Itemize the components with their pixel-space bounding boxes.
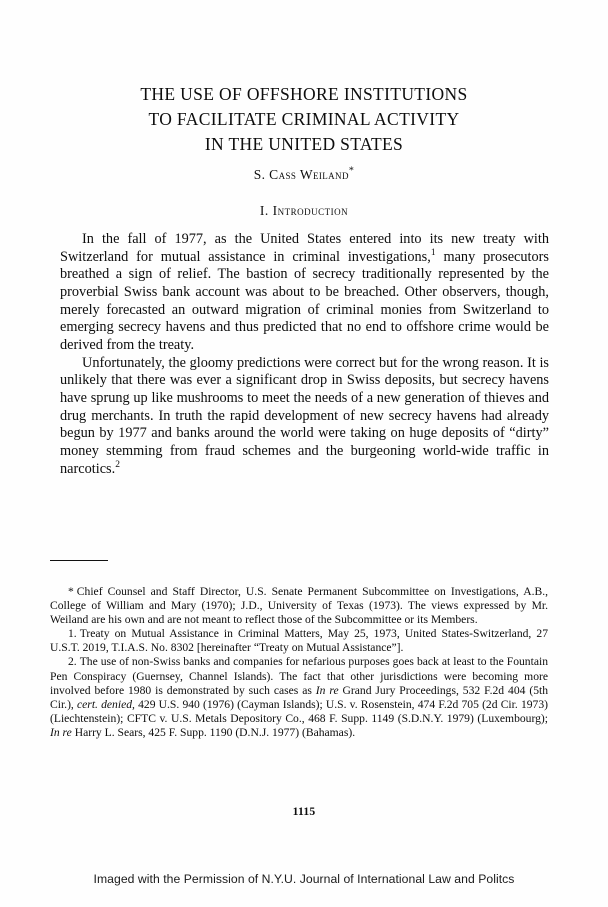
text-run-5: In re — [50, 725, 72, 739]
page-number: 1115 — [292, 805, 316, 818]
author-name: S. Cass Weiland — [253, 167, 349, 182]
text-run-4: 429 U.S. 940 (1976) (Cayman Islands); U.S. v. Rosenstein, 474 F.2d 705 (2d Cir. 1973) (Liechtenstein); CFTC v. U.S. Metals Depository Co., 468 F. Supp. 1149 (S.D.N.Y. 1979) (Luxembourg); — [50, 697, 549, 725]
paragraph-1-text-a: In the fall of 1977, as the United States entered into its new treaty with Switzerland for mutual assistance in criminal investigations, — [60, 231, 549, 265]
footnote-separator-rule — [50, 560, 108, 561]
footnote-1-text — [50, 627, 548, 654]
footnote-2-text — [50, 655, 548, 738]
footnote-star — [50, 585, 548, 627]
footnote-ref-1[interactable]: 1 — [430, 247, 436, 258]
text-run-2: Grand Jury Proceedings, 532 F.2d 404 (5th Cir.), — [50, 683, 549, 711]
footnote-star-marker: * — [68, 585, 74, 598]
footnote-1-marker: 1. — [68, 627, 77, 641]
text-run-6: Harry L. Sears, 425 F. Supp. 1190 (D.N.J. 1977) (Bahamas). — [71, 725, 356, 739]
paragraph-1-text-b: many prosecutors breathed a sign of relief. The bastion of secrecy traditionally represented by the proverbial Swiss bank account was about to be breached. Other observers, though, merely forecasted an outward migration of criminal monies from Switzerland to emerging secrecy havens and thus predicted that no end to offshore crime would be derived from the treaty. — [60, 248, 549, 353]
author-byline — [60, 167, 548, 183]
footnotes-section — [50, 585, 548, 740]
article-body — [60, 231, 549, 478]
author-footnote-marker: * — [348, 165, 355, 177]
article-title — [60, 82, 548, 157]
footnote-2 — [50, 655, 548, 740]
footnote-ref-2[interactable]: 2 — [115, 459, 120, 470]
text-run-1: In re — [315, 683, 339, 697]
footnote-2-marker: 2. — [68, 655, 77, 669]
text-run-0: The use of non-Swiss banks and companies for nefarious purposes goes back at least to the Fountain Pen Conspiracy (Guernsey, Channel Islands). The fact that other jurisdictions were becoming more involved before 1980 is demonstrated by such cases as — [50, 655, 548, 697]
text-run-0: Chief Counsel and Staff Director, U.S. Senate Permanent Subcommittee on Investigations, A.B., College of William and Mary (1970); J.D., University of Texas (1973). The views expressed by Mr. Weiland are his own and are not meant to reflect those of the Subcommittee or its Members. — [50, 585, 548, 627]
footnote-star-text — [50, 585, 548, 626]
text-run-3: cert. denied, — [77, 697, 135, 711]
article-title-line-1: THE USE OF OFFSHORE INSTITUTIONS — [140, 84, 468, 104]
text-run-0: Treaty on Mutual Assistance in Criminal Matters, May 25, 1973, United States-Switzerland, 27 U.S.T. 2019, T.I.A.S. No. 8302 [hereinafter “Treaty on Mutual Assistance”]. — [50, 627, 548, 655]
body-paragraph-1 — [60, 231, 549, 355]
section-heading-introduction: I. Introduction — [259, 203, 349, 218]
article-title-line-3: IN THE UNITED STATES — [204, 134, 404, 154]
body-paragraph-2 — [60, 355, 549, 479]
permission-notice: Imaged with the Permission of N.Y.U. Journal of International Law and Politcs — [93, 872, 515, 886]
article-title-line-2: TO FACILITATE CRIMINAL ACTIVITY — [148, 109, 460, 129]
footnote-1 — [50, 627, 548, 655]
paragraph-2-text-a: Unfortunately, the gloomy predictions were correct but for the wrong reason. It is unlikely that there was ever a significant drop in Swiss deposits, but secrecy havens have sprung up like mushrooms to meet the needs of a new generation of thieves and drug merchants. In truth the rapid development of new secrecy havens had already begun by 1977 and banks around the world were taking on huge deposits of “dirty” money stemming from fraud schemes and the burgeoning world-wide traffic in narcotics. — [60, 354, 549, 477]
